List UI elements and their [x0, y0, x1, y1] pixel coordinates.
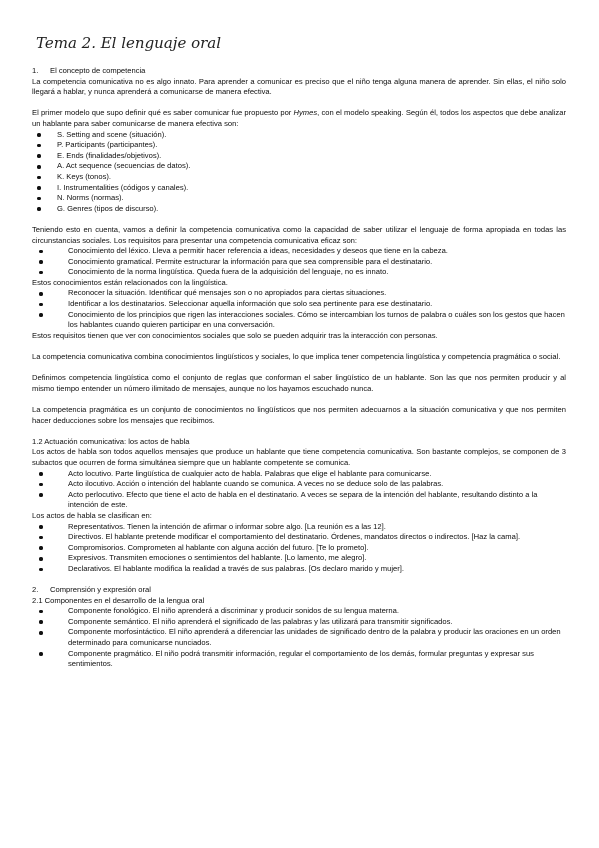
paragraph-sociales: Estos requisitos tienen que ver con conocimientos sociales que solo se pueden adquirir tras la interacción con personas. [32, 330, 438, 340]
list-item: S. Setting and scene (situación). [32, 130, 566, 141]
list-item: I. Instrumentalities (códigos y canales). [32, 183, 566, 194]
list-item: G. Genres (tipos de discurso). [32, 204, 566, 215]
paragraph-hymes [32, 108, 566, 129]
section-2-title: Comprensión y expresión oral [50, 585, 151, 595]
list-item: Identificar a los destinatarios. Seleccionar aquella información que solo sea pertinente para ese destinatario. [32, 299, 566, 310]
paragraph-hymes-name: Hymes [293, 108, 318, 118]
subactos-list [32, 469, 566, 511]
list-item: Declarativos. El hablante modifica la realidad a través de sus palabras. [Os declaro marido y mujer]. [32, 564, 566, 575]
paragraph-hymes-text-b: , con el modelo speaking. Según él, todos los aspectos que debe analizar un hablante para saber comunicarse de manera efectiva son: [32, 108, 566, 128]
list-item: Componente fonológico. El niño aprenderá a discriminar y producir sonidos de su lengua materna. [32, 606, 566, 617]
section-1-number: 1. [32, 66, 39, 75]
section-1-heading [32, 66, 566, 77]
list-item: Compromisorios. Comprometen al hablante con alguna acción del futuro. [Te lo prometo]. [32, 543, 566, 554]
list-item: Conocimiento del léxico. Lleva a permitir hacer referencia a ideas, necesidades y deseos que tiene en la cabeza. [32, 246, 566, 257]
section-2-1-heading: 2.1 Componentes en el desarrollo de la lengua oral [32, 595, 205, 605]
paragraph-clasificacion: Los actos de habla se clasifican en: [32, 510, 152, 520]
list-item: Componente semántico. El niño aprenderá el significado de las palabras y las utilizará para transmitir significados. [32, 617, 566, 628]
paragraph-combina: La competencia comunicativa combina conocimientos lingüísticos y sociales, lo que implica tener competencia lingüística y competencia pragmática o social. [32, 352, 561, 362]
list-item: Reconocer la situación. Identificar qué mensajes son o no apropiados para ciertas situaciones. [32, 288, 566, 299]
list-item: Representativos. Tienen la intención de afirmar o informar sobre algo. [La reunión es a las 12]. [32, 522, 566, 533]
list-item: Acto perlocutivo. Efecto que tiene el acto de habla en el destinatario. A veces se separa de la intención del hablante, resultando distinto a la intención de este. [32, 490, 566, 511]
list-item: Componente morfosintáctico. El niño aprenderá a diferenciar las unidades de significado dentro de la palabra y producir las oraciones en un orden determinado para comunicarse nunciados. [32, 627, 566, 648]
list-item: K. Keys (tonos). [32, 172, 566, 183]
speaking-list [32, 130, 566, 215]
list-item: Acto locutivo. Parte lingüística de cualquier acto de habla. Palabras que elige el hablante para comunicarse. [32, 469, 566, 480]
requisitos-linguisticos-list [32, 246, 566, 278]
list-item: Conocimiento de los principios que rigen las interacciones sociales. Cómo se intercambian los turnos de palabra o cuáles son los gestos que hacen los hablantes cuando quieren participar en una conversación. [32, 310, 566, 331]
section-2-number: 2. [32, 585, 39, 595]
paragraph-linguistica: Estos conocimientos están relacionados con la lingüística. [32, 277, 228, 287]
list-item: Componente pragmático. El niño podrá transmitir información, regular el comportamiento de los demás, formular preguntas y expresar sus sentimientos. [32, 649, 566, 670]
list-item: Conocimiento de la norma lingüística. Queda fuera de la adquisición del lenguaje, no es innato. [32, 267, 566, 278]
list-item: P. Participants (participantes). [32, 140, 566, 151]
paragraph-competencia-linguistica: Definimos competencia lingüística como el conjunto de reglas que conforman el saber lingüístico de un hablante. Son las que nos permiten producir y al mismo tiempo entender un número ilimitado de mensajes, aunque no los hayamos escuchado nunca. [32, 373, 566, 393]
tipos-actos-list [32, 522, 566, 575]
list-item: Expresivos. Transmiten emociones o sentimientos del hablante. [Lo lamento, me alegro]. [32, 553, 566, 564]
paragraph-definicion: Teniendo esto en cuenta, vamos a definir la competencia comunicativa como la capacidad de saber utilizar el lenguaje de forma apropiada en todas las circunstancias sociales. Los requisitos para presentar una competencia comunicativa eficaz son: [32, 224, 566, 245]
paragraph-hymes-text-a: El primer modelo que supo definir qué es saber comunicar fue propuesto por [32, 108, 294, 118]
list-item: A. Act sequence (secuencias de datos). [32, 161, 566, 172]
paragraph-competencia-pragmatica: La competencia pragmática es un conjunto de conocimientos no lingüísticos que nos permiten adecuarnos a la situación comunicativa y que nos permiten hacer deducciones sobre los mensajes que recibimos. [32, 405, 566, 425]
requisitos-sociales-list [32, 288, 566, 330]
section-1-2-heading: 1.2 Actuación comunicativa: los actos de habla [32, 436, 190, 446]
section-2-heading [32, 585, 566, 596]
paragraph-competencia: La competencia comunicativa no es algo innato. Para aprender a comunicar es preciso que el niño tenga alguna manera de aprender. Sin ellas, el niño solo llegará a hablar, y nunca aprenderá a comunicarse de manera efectiva. [32, 76, 566, 97]
list-item: N. Norms (normas). [32, 193, 566, 204]
paragraph-actos: Los actos de habla son todos aquellos mensajes que produce un hablante que tiene competencia comunicativa. Son bastante complejos, se componen de 3 subactos que ocurren de forma simultánea siempre que un hablante competente se comunica. [32, 447, 566, 467]
section-1-title: El concepto de competencia [50, 66, 146, 75]
list-item: Directivos. El hablante pretende modificar el comportamiento del destinatario. Órdenes, mandatos directos o indirectos. [Haz la cama]. [32, 532, 566, 543]
list-item: Acto ilocutivo. Acción o intención del hablante cuando se comunica. A veces no se deduce solo de las palabras. [32, 479, 566, 490]
document-body [32, 66, 566, 670]
page-title: Tema 2. El lenguaje oral [36, 34, 222, 52]
list-item: E. Ends (finalidades/objetivos). [32, 151, 566, 162]
componentes-list [32, 606, 566, 670]
list-item: Conocimiento gramatical. Permite estructurar la información para que sea comprensible para el destinatario. [32, 257, 566, 268]
